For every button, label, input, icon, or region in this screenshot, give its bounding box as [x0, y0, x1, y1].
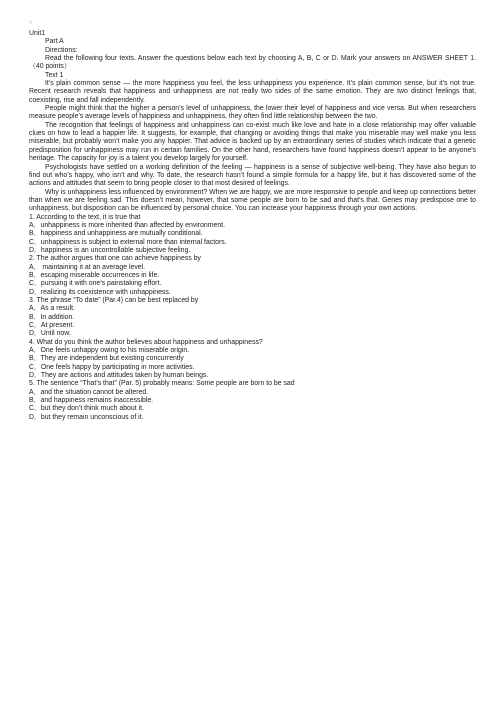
- answer-option: D．happiness is an uncontrollable subjective feeling.: [29, 246, 191, 254]
- answer-option: D．They are actions and attitudes taken by human beings.: [29, 372, 209, 380]
- answer-option: B．In addition.: [29, 313, 75, 321]
- passage: [29, 80, 476, 214]
- question: [29, 255, 476, 297]
- answer-option: B．They are independent but existing concurrently: [29, 355, 184, 363]
- directions-label: Directions:: [45, 46, 78, 54]
- answer-option: C．One feels happy by participating in more activities.: [29, 363, 195, 371]
- question: [29, 214, 476, 256]
- corner-mark: □: [29, 20, 33, 26]
- document-page: [29, 20, 476, 422]
- answer-option: C．pursuing it with one’s painstaking effort.: [29, 280, 162, 288]
- answer-option: A． maintaining it at an average level.: [29, 263, 146, 271]
- paragraph: It’s plain common sense — the more happiness you feel, the less unhappiness you experience. It’s plain common sense, but it’s not true. Recent research reveals that happiness and unhappiness are not really two sides of the same emotion. They are two distinct feelings that, coexisting, rise and fall independently.: [29, 80, 476, 104]
- questions: [29, 214, 476, 423]
- answer-option: B．and happiness remains inaccessible.: [29, 397, 154, 405]
- answer-option: D．but they remain unconscious of it.: [29, 413, 144, 421]
- question: [29, 380, 476, 422]
- answer-option: A．and the situation cannot be altered.: [29, 388, 149, 396]
- unit-heading: Unit1: [29, 30, 46, 37]
- answer-option: A．One feels unhappy owing to his miserable origin.: [29, 347, 190, 355]
- directions-text: Read the following four texts. Answer the questions below each text by choosing A, B, C or D. Mark your answers on ANSWER SHEET 1.（40 points）: [29, 55, 476, 71]
- question-stem: 2. The author argues that one can achieve happiness by: [29, 255, 201, 263]
- answer-option: B．escaping miserable occurrences in life.: [29, 271, 160, 279]
- answer-option: A．unhappiness is more inherited than affected by environment.: [29, 221, 225, 229]
- part-heading: Part A: [45, 38, 64, 46]
- question-stem: 5. The sentence “That’s that” (Par. 5) probably means: Some people are born to be sad: [29, 380, 295, 388]
- answer-option: D．Until now.: [29, 330, 71, 338]
- question-stem: 3. The phrase “To date” (Par.4) can be best replaced by: [29, 297, 199, 304]
- question-stem: 1. According to the text, it is true that: [29, 213, 141, 221]
- paragraph: Psychologists have settled on a working definition of the feeling — happiness is a sense of subjective well-being. They have also begun to find out who’s happy, who isn’t and why. To date, the research hasn’t found a simple formula for a happy life, but it has discovered some of the actions and attitudes that seem to bring people closer to that most desired of feelings.: [29, 163, 476, 188]
- answer-option: D．realizing its coexistence with unhappiness.: [29, 288, 171, 296]
- question: [29, 339, 476, 381]
- paragraph: Why is unhappiness less influenced by environment? When we are happy, we are more responsive to people and keep up connections better than when we are feeling sad. This doesn’t mean, however, that some people are born to be sad and that’s that. Genes may predispose one to unhappiness, but disposition can be influenced by personal choice. You can increase your happiness through your own actions.: [29, 188, 476, 213]
- paragraph: The recognition that feelings of happiness and unhappiness can co-exist much like love and hate in a close relationship may offer valuable clues on how to lead a happier life. It suggests, for example, that changing or avoiding things that make you miserable may well make you less miserable, but probably won’t make you any happier. That advice is backed up by an extraordinary series of studies which indicate that a genetic predisposition for unhappiness may run in certain families. On the other hand, researchers have found happiness doesn’t appear to be anyone’s heritage. The capacity for joy is a talent you develop largely for yourself.: [29, 121, 476, 163]
- question: [29, 297, 476, 339]
- answer-option: C．At present.: [29, 322, 75, 330]
- text-label: Text 1: [45, 71, 64, 79]
- paragraph: People might think that the higher a person’s level of unhappiness, the lower their level of happiness and vice versa. But when researchers measure people’s average levels of happiness and unhappiness, they often find little relationship between the two.: [29, 105, 476, 121]
- answer-option: C．but they don’t think much about it.: [29, 405, 144, 413]
- question-stem: 4. What do you think the author believes about happiness and unhappiness?: [29, 338, 263, 346]
- answer-option: C．unhappiness is subject to external more than internal factors.: [29, 238, 227, 246]
- answer-option: A．As a result.: [29, 305, 75, 313]
- answer-option: B．happiness and unhappiness are mutually conditional.: [29, 230, 203, 238]
